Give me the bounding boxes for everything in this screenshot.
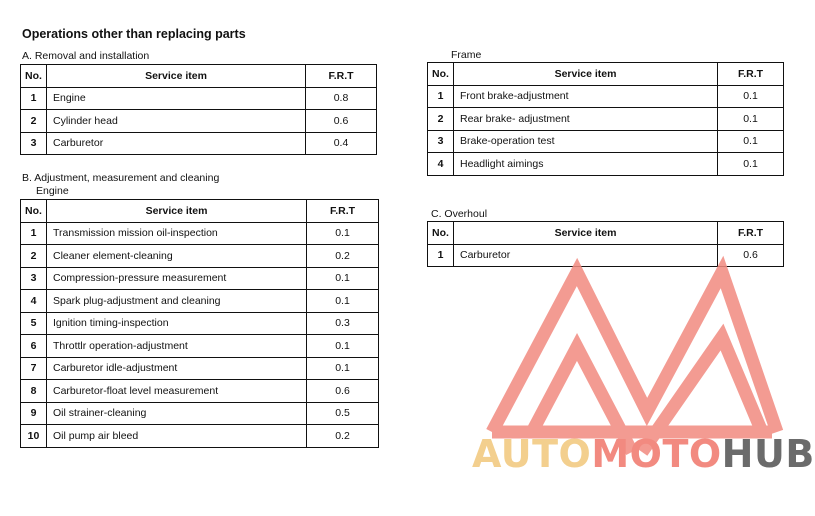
table-row xyxy=(21,222,379,245)
service-item: Carburetor xyxy=(454,244,718,267)
frt-value: 0.2 xyxy=(307,245,379,268)
service-item: Engine xyxy=(47,87,306,110)
frt-value: 0.1 xyxy=(718,153,784,176)
row-number: 2 xyxy=(21,245,47,268)
service-item: Front brake-adjustment xyxy=(454,85,718,108)
service-item: Compression-pressure measurement xyxy=(47,267,307,290)
service-item: Oil pump air bleed xyxy=(47,425,307,448)
row-number: 8 xyxy=(21,380,47,403)
adjustment-measurement-table xyxy=(20,199,379,448)
column-header-frt: F.R.T xyxy=(718,63,784,86)
service-item: Ignition timing-inspection xyxy=(47,312,307,335)
table-row xyxy=(428,153,784,176)
column-header-service-item: Service item xyxy=(454,222,718,245)
table-row xyxy=(21,425,379,448)
frt-value: 0.5 xyxy=(307,402,379,425)
row-number: 6 xyxy=(21,335,47,358)
table-row xyxy=(21,380,379,403)
column-header-frt: F.R.T xyxy=(718,222,784,245)
row-number: 2 xyxy=(21,110,47,133)
frt-value: 0.1 xyxy=(307,267,379,290)
table-row xyxy=(21,267,379,290)
frt-value: 0.8 xyxy=(306,87,377,110)
service-item: Brake-operation test xyxy=(454,130,718,153)
table-header-row xyxy=(428,222,784,245)
table-row xyxy=(21,245,379,268)
page-title: Operations other than replacing parts xyxy=(22,27,246,41)
frt-value: 0.1 xyxy=(307,357,379,380)
service-item: Cleaner element-cleaning xyxy=(47,245,307,268)
row-number: 4 xyxy=(428,153,454,176)
section-c-label: C. Overhoul xyxy=(431,208,488,220)
service-item: Carburetor idle-adjustment xyxy=(47,357,307,380)
row-number: 1 xyxy=(21,87,47,110)
service-item: Transmission mission oil-inspection xyxy=(47,222,307,245)
row-number: 5 xyxy=(21,312,47,335)
service-item: Carburetor-float level measurement xyxy=(47,380,307,403)
frt-value: 0.1 xyxy=(307,290,379,313)
row-number: 3 xyxy=(428,130,454,153)
watermark-text xyxy=(472,432,815,476)
row-number: 3 xyxy=(21,267,47,290)
table-header-row xyxy=(21,200,379,223)
row-number: 4 xyxy=(21,290,47,313)
row-number: 10 xyxy=(21,425,47,448)
frame-label: Frame xyxy=(451,49,482,61)
row-number: 3 xyxy=(21,132,47,155)
frame-table xyxy=(427,62,784,176)
table-row xyxy=(21,87,377,110)
service-item: Carburetor xyxy=(47,132,306,155)
frt-value: 0.3 xyxy=(307,312,379,335)
service-item: Headlight aimings xyxy=(454,153,718,176)
row-number: 1 xyxy=(21,222,47,245)
service-item: Throttlr operation-adjustment xyxy=(47,335,307,358)
column-header-no: No. xyxy=(428,222,454,245)
row-number: 2 xyxy=(428,108,454,131)
row-number: 1 xyxy=(428,85,454,108)
watermark-auto: AUTO xyxy=(472,432,592,476)
frt-value: 0.2 xyxy=(307,425,379,448)
watermark-hub: HUB xyxy=(721,432,815,476)
table-row xyxy=(21,110,377,133)
service-item: Spark plug-adjustment and cleaning xyxy=(47,290,307,313)
table-row xyxy=(21,290,379,313)
table-header-row xyxy=(428,63,784,86)
table-row xyxy=(428,130,784,153)
column-header-no: No. xyxy=(428,63,454,86)
row-number: 7 xyxy=(21,357,47,380)
column-header-frt: F.R.T xyxy=(307,200,379,223)
row-number: 1 xyxy=(428,244,454,267)
table-row xyxy=(21,132,377,155)
removal-installation-table xyxy=(20,64,377,155)
column-header-service-item: Service item xyxy=(47,65,306,88)
table-row xyxy=(21,402,379,425)
column-header-no: No. xyxy=(21,200,47,223)
section-b-sublabel: Engine xyxy=(36,185,69,197)
overhaul-table xyxy=(427,221,784,267)
frt-value: 0.4 xyxy=(306,132,377,155)
section-a-label: A. Removal and installation xyxy=(22,50,150,62)
column-header-service-item: Service item xyxy=(454,63,718,86)
service-item: Oil strainer-cleaning xyxy=(47,402,307,425)
service-item: Rear brake- adjustment xyxy=(454,108,718,131)
frt-value: 0.1 xyxy=(307,335,379,358)
column-header-frt: F.R.T xyxy=(306,65,377,88)
row-number: 9 xyxy=(21,402,47,425)
table-row xyxy=(428,85,784,108)
table-row xyxy=(21,312,379,335)
watermark-moto: MOTO xyxy=(591,432,722,476)
section-b-label: B. Adjustment, measurement and cleaning xyxy=(22,172,220,184)
table-row xyxy=(428,108,784,131)
frt-value: 0.1 xyxy=(718,130,784,153)
frt-value: 0.6 xyxy=(718,244,784,267)
column-header-service-item: Service item xyxy=(47,200,307,223)
table-row xyxy=(21,335,379,358)
frt-value: 0.1 xyxy=(307,222,379,245)
frt-value: 0.6 xyxy=(307,380,379,403)
service-item: Cylinder head xyxy=(47,110,306,133)
table-header-row xyxy=(21,65,377,88)
frt-value: 0.1 xyxy=(718,108,784,131)
table-row xyxy=(21,357,379,380)
frt-value: 0.1 xyxy=(718,85,784,108)
frt-value: 0.6 xyxy=(306,110,377,133)
column-header-no: No. xyxy=(21,65,47,88)
